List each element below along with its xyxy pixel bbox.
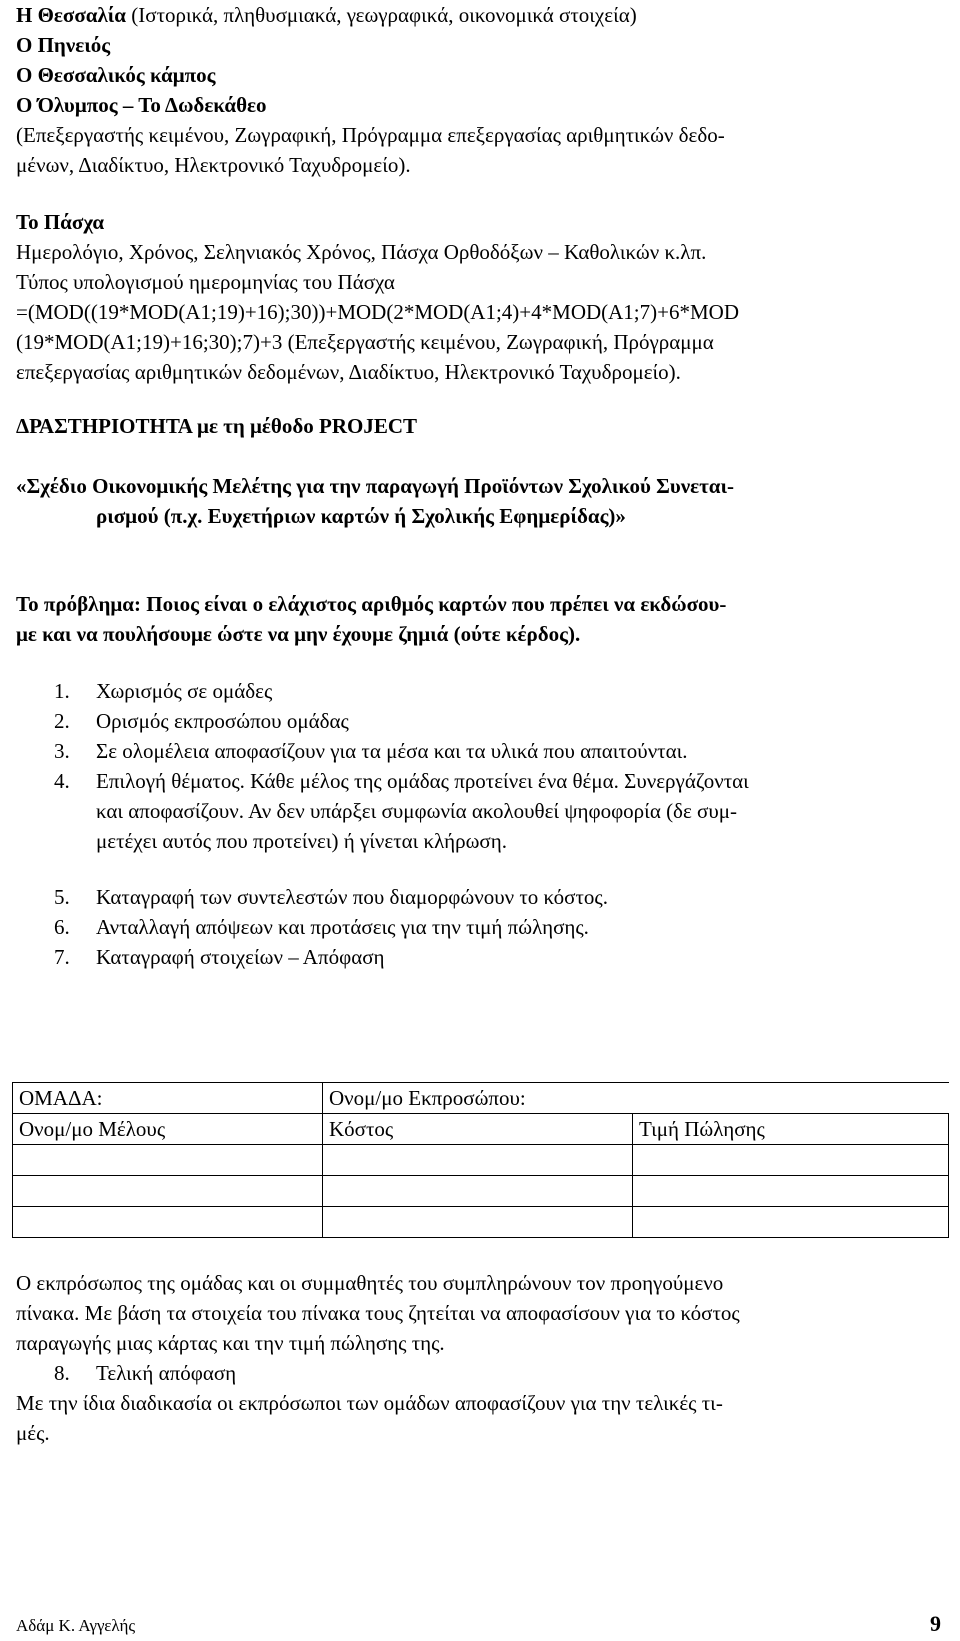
representative-label-cell: Ονομ/μο Εκπροσώπου: [323, 1083, 949, 1114]
column-header-cost: Κόστος [323, 1114, 633, 1145]
list-item-number: 4. [54, 769, 70, 793]
table-cell[interactable] [13, 1145, 323, 1176]
heading-olympus: Ο Όλυμπος – Το Δωδεκάθεο [16, 93, 267, 117]
instructions-line2: πίνακα. Με βάση τα στοιχεία του πίνακα τους ζητείται να αποφασίσουν για το κόστος [16, 1301, 740, 1325]
instructions-line1: Ο εκπρόσωπος της ομάδας και οι συμμαθητές του συμπληρώνουν τον προηγούμενο [16, 1271, 724, 1295]
easter-formula-label: Τύπος υπολογισμού ημερομηνίας του Πάσχα [16, 270, 395, 294]
group-table [12, 1082, 949, 1238]
list-item-text: Καταγραφή στοιχείων – Απόφαση [96, 945, 385, 969]
list-item-number: 5. [54, 885, 70, 909]
list-item-number: 7. [54, 945, 70, 969]
table-cell[interactable] [13, 1176, 323, 1207]
problem-statement-line1: Το πρόβλημα: Ποιος είναι ο ελάχιστος αριθμός καρτών που πρέπει να εκδώσου- [16, 592, 727, 616]
list-item-text: Τελική απόφαση [96, 1361, 237, 1385]
column-header-price: Τιμή Πώλησης [633, 1114, 949, 1145]
easter-formula-line1: =(MOD((19*MOD(A1;19)+16);30))+MOD(2*MOD(A1;4)+4*MOD(A1;7)+6*MOD [16, 300, 739, 324]
heading-pineios: Ο Πηνειός [16, 33, 111, 57]
easter-topics: Ημερολόγιο, Χρόνος, Σεληνιακός Χρόνος, Πάσχα Ορθοδόξων – Καθολικών κ.λπ. [16, 240, 707, 264]
thessaly-title: Η Θεσσαλία [16, 3, 127, 27]
heading-easter: Το Πάσχα [16, 210, 105, 234]
tools-note-line2: μένων, Διαδίκτυο, Ηλεκτρονικό Ταχυδρομείο). [16, 153, 411, 177]
list-item-number: 2. [54, 709, 70, 733]
group-label-cell: ΟΜΑΔΑ: [13, 1083, 323, 1114]
footer-author: Αδάμ Κ. Αγγελής [16, 1616, 136, 1635]
table-cell[interactable] [633, 1207, 949, 1238]
tools-note-line1: (Επεξεργαστής κειμένου, Ζωγραφική, Πρόγραμμα επεξεργασίας αριθμητικών δεδο- [16, 123, 725, 147]
table-cell[interactable] [13, 1207, 323, 1238]
problem-statement-line2: με και να πουλήσουμε ώστε να μην έχουμε ζημιά (ούτε κέρδος). [16, 622, 581, 646]
list-item-text: Ορισμός εκπροσώπου ομάδας [96, 709, 349, 733]
final-paragraph-line1: Με την ίδια διαδικασία οι εκπρόσωποι των ομάδων αποφασίζουν για την τελικές τι- [16, 1391, 723, 1415]
list-item-number: 1. [54, 679, 70, 703]
list-item-number: 3. [54, 739, 70, 763]
page-number: 9 [930, 1611, 941, 1636]
table-cell[interactable] [633, 1176, 949, 1207]
table-row [13, 1083, 949, 1114]
list-item-number: 8. [54, 1361, 70, 1385]
project-subtitle-line1: «Σχέδιο Οικονομικής Μελέτης για την παραγωγή Προϊόντων Σχολικού Συνεται- [16, 474, 735, 498]
table-row [13, 1207, 949, 1238]
table-cell[interactable] [633, 1145, 949, 1176]
list-item-number: 6. [54, 915, 70, 939]
thessaly-subtitle: (Ιστορικά, πληθυσμιακά, γεωγραφικά, οικονομικά στοιχεία) [126, 3, 637, 27]
table-cell[interactable] [323, 1207, 633, 1238]
project-subtitle-line2: ρισμού (π.χ. Ευχετήριων καρτών ή Σχολικής Εφημερίδας)» [96, 504, 626, 528]
list-item-text: Καταγραφή των συντελεστών που διαμορφώνουν το κόστος. [96, 885, 608, 909]
table-row [13, 1176, 949, 1207]
table-cell[interactable] [323, 1176, 633, 1207]
table-row [13, 1145, 949, 1176]
final-paragraph-line2: μές. [16, 1421, 50, 1445]
list-item-text-cont: μετέχει αυτός που προτείνει) ή γίνεται κλήρωση. [96, 829, 507, 853]
column-header-member: Ονομ/μο Μέλους [13, 1114, 323, 1145]
project-heading: ΔΡΑΣΤΗΡΙΟΤΗΤΑ με τη μέθοδο PROJECT [16, 414, 418, 438]
easter-formula-line2: (19*MOD(A1;19)+16;30);7)+3 (Επεξεργαστής κειμένου, Ζωγραφική, Πρόγραμμα [16, 330, 714, 354]
heading-thessalian-plain: Ο Θεσσαλικός κάμπος [16, 63, 216, 87]
easter-tools-note: επεξεργασίας αριθμητικών δεδομένων, Διαδίκτυο, Ηλεκτρονικό Ταχυδρομείο). [16, 360, 681, 384]
table-row [13, 1114, 949, 1145]
list-item-text: Ανταλλαγή απόψεων και προτάσεις για την τιμή πώλησης. [96, 915, 589, 939]
instructions-line3: παραγωγής μιας κάρτας και την τιμή πώλησης της. [16, 1331, 445, 1355]
list-item-text: Χωρισμός σε ομάδες [96, 679, 273, 703]
section-thessaly-line [16, 0, 637, 30]
list-item-text: Επιλογή θέματος. Κάθε μέλος της ομάδας προτείνει ένα θέμα. Συνεργάζονται [96, 769, 749, 793]
list-item-text-cont: και αποφασίζουν. Αν δεν υπάρξει συμφωνία ακολουθεί ψηφοφορία (δε συμ- [96, 799, 737, 823]
list-item-text: Σε ολομέλεια αποφασίζουν για τα μέσα και τα υλικά που απαιτούνται. [96, 739, 688, 763]
table-cell[interactable] [323, 1145, 633, 1176]
